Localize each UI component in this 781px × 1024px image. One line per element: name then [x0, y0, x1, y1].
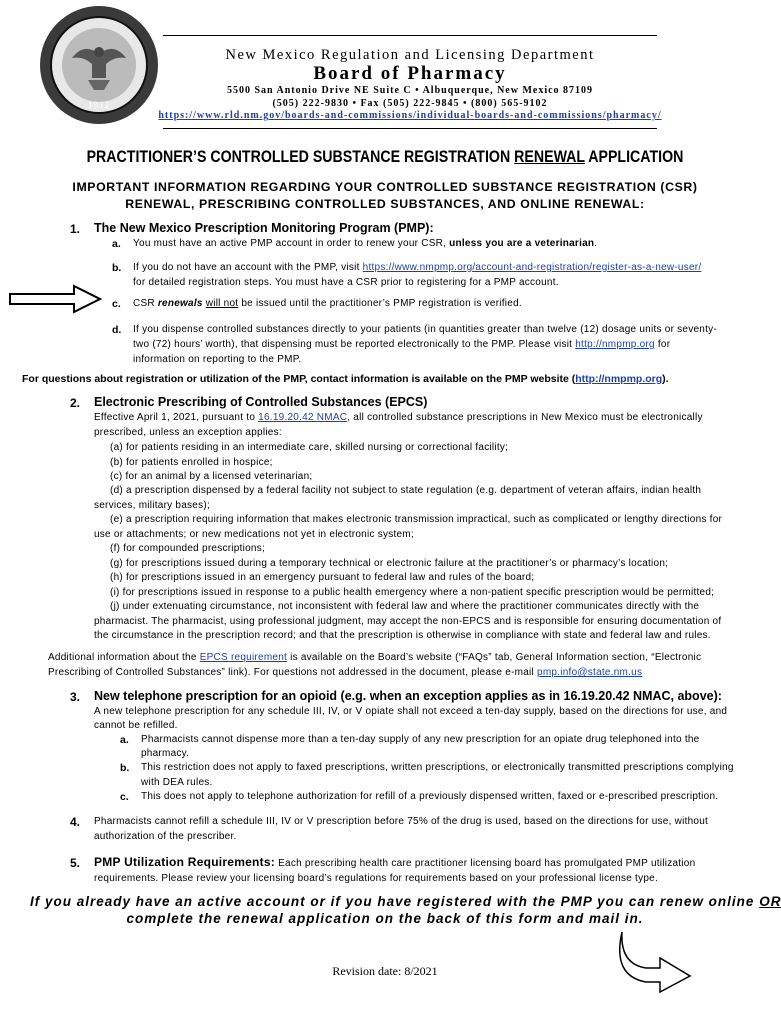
exception-item: (b) for patients enrolled in hospice;: [110, 457, 273, 468]
seal-eagle-emblem: [62, 28, 136, 102]
additional-info-line2: Prescribing of Controlled Substances” link). For questions not addressed in the document, please e-mail pmp.info@state.nm.us: [48, 667, 643, 678]
section5-number: 5.: [70, 856, 81, 870]
additional-info-line1: Additional information about the EPCS requirement is available on the Board’s website (“FAQs” tab, General Information section, “Electronic: [48, 652, 702, 663]
section1-item-a: You must have an active PMP account in order to renew your CSR, unless you are a veterinarian.: [133, 238, 598, 249]
state-seal: [40, 6, 158, 124]
important-heading-line2: RENEWAL, PRESCRIBING CONTROLLED SUBSTANCES, AND ONLINE RENEWAL:: [125, 197, 645, 211]
section4-number: 4.: [70, 815, 81, 829]
section2-intro-line1: Effective April 1, 2021, pursuant to 16.19.20.42 NMAC, all controlled substance prescriptions in New Mexico must be electronically: [94, 412, 703, 423]
exception-item: (d) a prescription dispensed by a federal facility not subject to state regulation (e.g. department of veteran affairs, indian health: [110, 485, 702, 496]
section1-heading: The New Mexico Prescription Monitoring Program (PMP):: [94, 221, 434, 235]
exception-item: (i) for prescriptions issued in response to a public health emergency where a non-patient specific prescription would be permitted;: [110, 587, 715, 598]
section3-item-a-line2: pharmacy.: [141, 748, 190, 759]
important-heading-line1: IMPORTANT INFORMATION REGARDING YOUR CONTROLLED SUBSTANCE REGISTRATION (CSR): [72, 180, 698, 194]
section3-item-b-line2: with DEA rules.: [141, 777, 213, 788]
section1-item-d-label: d.: [112, 324, 122, 336]
header-bottom-rule: [163, 128, 657, 129]
exception-item: (g) for prescriptions issued during a temporary technical or electronic failure at the practitioner’s or pharmacy’s location;: [110, 558, 669, 569]
section3-item-c-label: c.: [120, 791, 129, 803]
page-title: PRACTITIONER’S CONTROLLED SUBSTANCE REGISTRATION RENEWAL APPLICATION: [86, 148, 684, 166]
section1-item-b-label: b.: [112, 262, 122, 274]
section2-heading: Electronic Prescribing of Controlled Substances (EPCS): [94, 395, 428, 409]
section2-number: 2.: [70, 396, 81, 410]
board-name: Board of Pharmacy: [313, 63, 507, 84]
section2-intro-line2: prescribed, unless an exception applies:: [94, 427, 282, 438]
section3-body-line1: A new telephone prescription for any schedule III, IV, or V opiate shall not exceed a ten-day supply, based on the directions for use, and: [94, 706, 728, 717]
online-renewal-note-line1: If you already have an active account or if you have registered with the PMP you can renew online OR: [30, 894, 781, 909]
section1-number: 1.: [70, 222, 81, 236]
exception-item: (f) for compounded prescriptions;: [110, 543, 265, 554]
online-renewal-note-line2: complete the renewal application on the back of this form and mail in.: [126, 911, 644, 926]
header-top-rule: [163, 35, 657, 36]
exception-item-cont: the circumstance in the prescription record; and that the prescription is otherwise in compliance with state and federal law and rules.: [94, 630, 711, 641]
section3-body-line2: cannot be refilled.: [94, 720, 178, 731]
exception-item: (a) for patients residing in an intermediate care, skilled nursing or correctional facility;: [110, 442, 509, 453]
epcs-requirement-link[interactable]: EPCS requirement: [199, 652, 288, 663]
exception-item-cont: services, military bases);: [94, 500, 210, 511]
section1-item-b-line1: If you do not have an account with the PMP, visit https://www.nmpmp.org/account-and-registration/register-as-a-new-user/: [133, 262, 702, 273]
exception-item: (e) a prescription requiring information that makes electronic transmission impractical, such as complicated or lengthy directions for: [110, 514, 723, 525]
pmp-email-link[interactable]: pmp.info@state.nm.us: [537, 667, 643, 678]
exception-item-cont: pharmacist. The pharmacist, using professional judgment, may accept the non-EPCS and is responsible for ensuring documentation of: [94, 616, 722, 627]
section3-heading: New telephone prescription for an opioid (e.g. when an exception applies as in 16.19.20.42 NMAC, above):: [94, 689, 722, 703]
section1-item-a-label: a.: [112, 238, 121, 250]
exception-item: (j) under extenuating circumstance, not inconsistent with federal law and where the practitioner communicates directly with the: [110, 601, 700, 612]
exception-item-cont: use or attachments; or new medications not yet in electronic system;: [94, 529, 414, 540]
revision-date: Revision date: 8/2021: [332, 964, 438, 978]
section3-item-b-label: b.: [120, 762, 130, 774]
exception-item: (c) for an animal by a licensed veterinarian;: [110, 471, 313, 482]
section3-item-a-label: a.: [120, 734, 129, 746]
section4-line2: authorization of the prescriber.: [94, 831, 237, 842]
pmp-contact-note: For questions about registration or utilization of the PMP, contact information is available on the PMP website (http://nmpmp.org).: [22, 373, 669, 385]
board-address: 5500 San Antonio Drive NE Suite C • Albuquerque, New Mexico 87109: [226, 85, 594, 96]
board-website-link[interactable]: https://www.rld.nm.gov/boards-and-commissions/individual-boards-and-commissions/pharmacy/: [158, 110, 662, 121]
section3-number: 3.: [70, 690, 81, 704]
section5-line1: PMP Utilization Requirements: Each prescribing health care practitioner licensing board has promulgated PMP utilization: [94, 855, 696, 869]
turn-page-arrow-icon: [616, 928, 696, 994]
section1-item-d-line1: If you dispense controlled substances directly to your patients (in quantities greater than twelve (12) dosage units or seventy-: [133, 324, 717, 335]
nmac-link[interactable]: 16.19.20.42 NMAC: [258, 412, 348, 423]
section1-item-b-line2: for detailed registration steps. You must have a CSR prior to registering for a PMP account.: [133, 277, 559, 288]
section1-item-d-line2: two (72) hours’ worth), that dispensing must be reported electronically to the PMP. Please visit http://nmpmp.org for: [133, 339, 671, 350]
exception-item: (h) for prescriptions issued in an emergency pursuant to federal law and rules of the board;: [110, 572, 535, 583]
section3-item-c: This does not apply to telephone authorization for refill of a previously dispensed written, faxed or e-prescribed prescription.: [141, 791, 719, 802]
pmp-contact-link[interactable]: http://nmpmp.org: [575, 373, 663, 385]
section4-line1: Pharmacists cannot refill a schedule III, IV or V prescription before 75% of the drug is used, based on the directions for use, without: [94, 816, 709, 827]
section1-item-d-line3: information on reporting to the PMP.: [133, 354, 302, 365]
seal-year: 1912: [88, 100, 110, 110]
section3-item-b-line1: This restriction does not apply to faxed prescriptions, written prescriptions, or electronically transmitted prescriptions complying: [141, 762, 734, 773]
right-arrow-icon: [8, 284, 104, 314]
pmp-register-link[interactable]: https://www.nmpmp.org/account-and-registration/register-as-a-new-user/: [362, 262, 702, 273]
agency-name: New Mexico Regulation and Licensing Department: [225, 47, 595, 63]
section1-item-c-label: c.: [112, 298, 121, 310]
board-phones: (505) 222-9830 • Fax (505) 222-9845 • (800) 565-9102: [272, 98, 548, 109]
section1-item-c: CSR renewals will not be issued until the practitioner’s PMP registration is verified.: [133, 298, 522, 309]
section3-item-a-line1: Pharmacists cannot dispense more than a ten-day supply of any new prescription for an opiate drug telephoned into the: [141, 734, 700, 745]
pmp-website-link[interactable]: http://nmpmp.org: [575, 339, 655, 350]
section5-line2: requirements. Please review your licensing board’s regulations for requirements based on your professional license type.: [94, 873, 658, 884]
eagle-icon: [62, 28, 136, 102]
